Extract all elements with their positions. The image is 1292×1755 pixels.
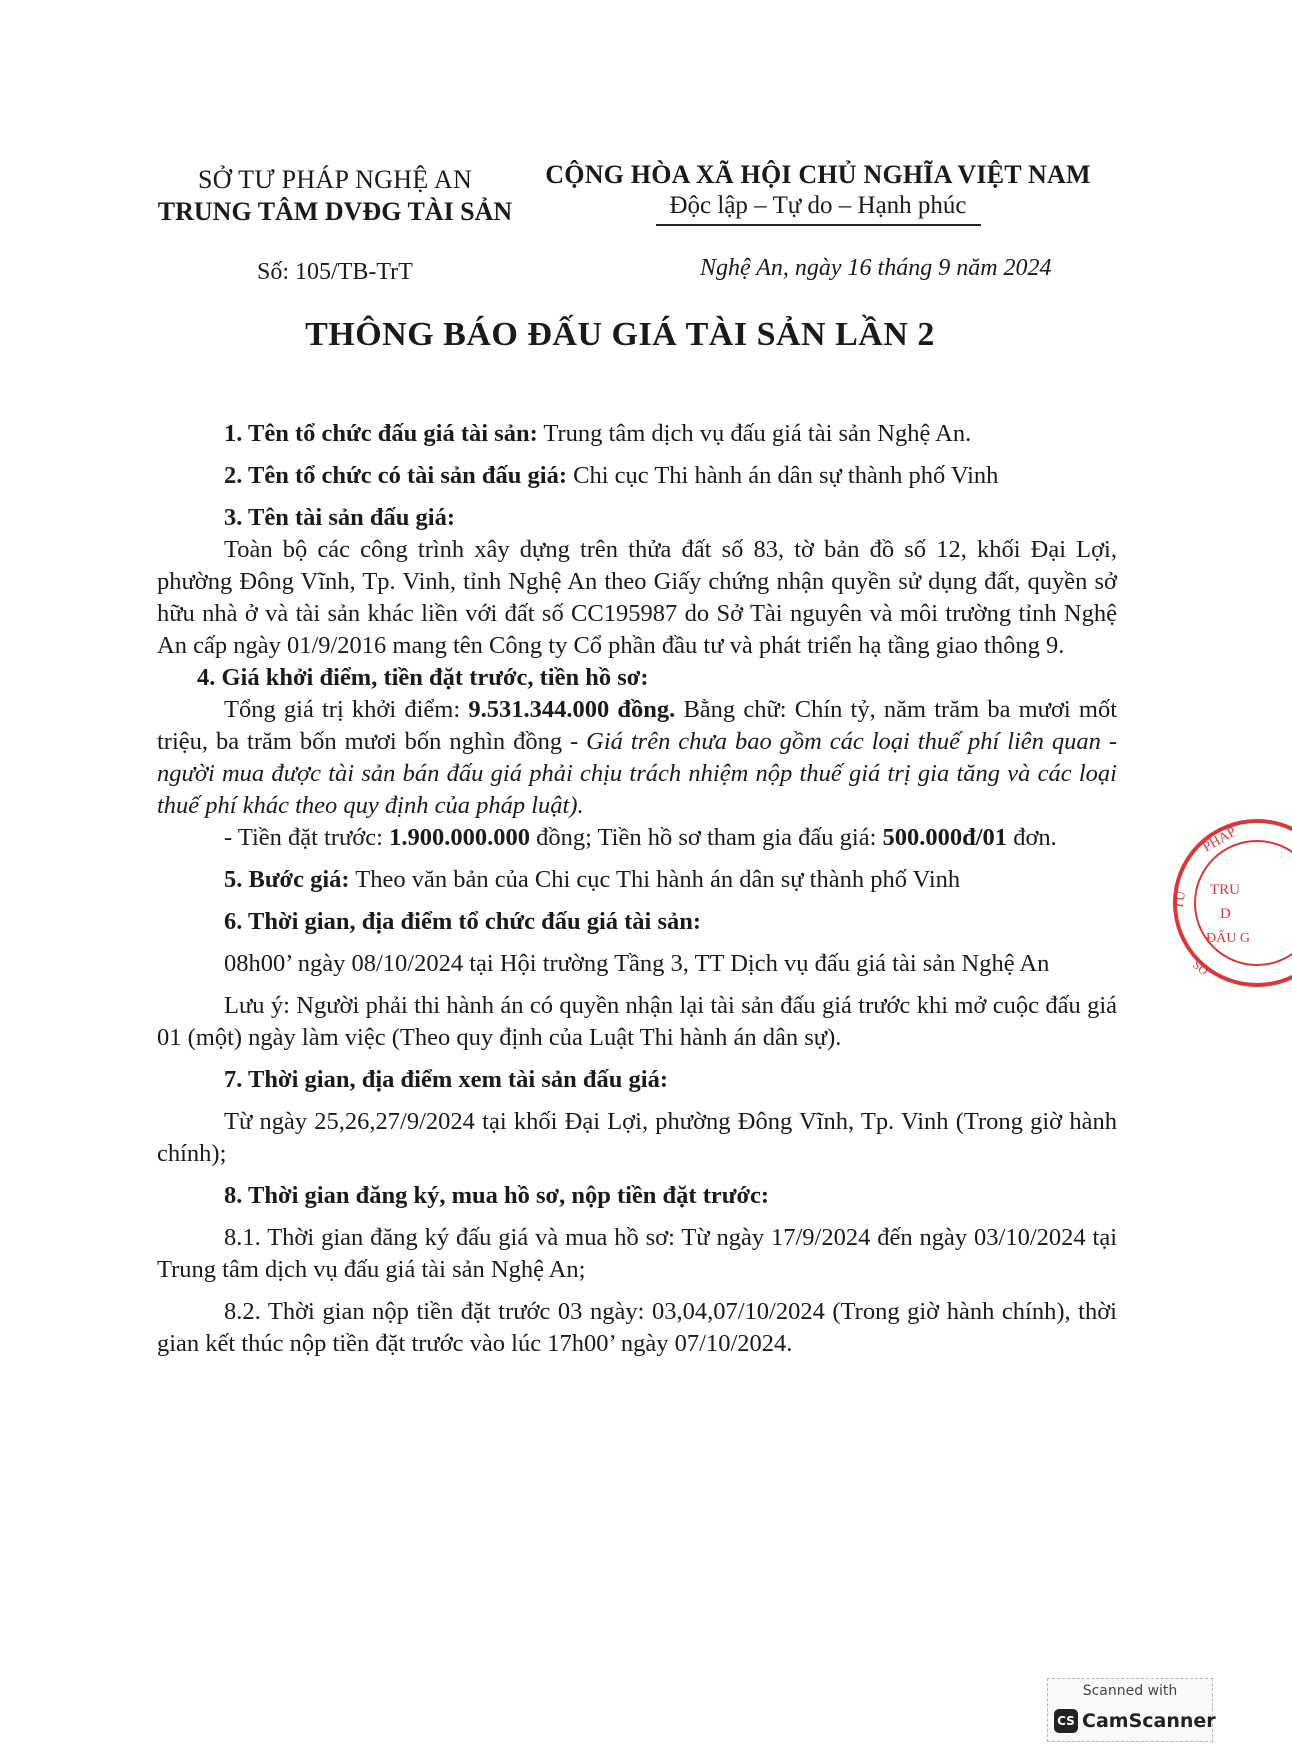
issuing-organization bbox=[150, 165, 520, 227]
section-5-label: 5. Bước giá: bbox=[224, 866, 350, 893]
tax-note: Giá trên chưa bao gồm các loại thuế phí liên quan - người mua được tài sản bán đấu giá phải chịu trách nhiệm nộp thuế giá trị gia tăng và các loại thuế phí khác theo quy định của pháp luật). bbox=[157, 728, 1117, 819]
section-2-label: 2. Tên tổ chức có tài sản đấu giá: bbox=[224, 462, 567, 489]
section-4-heading bbox=[157, 662, 1117, 694]
section-7-heading bbox=[157, 1064, 1117, 1096]
section-6-heading bbox=[157, 906, 1117, 938]
section-4-paragraph-2 bbox=[157, 822, 1117, 854]
stamp-text-bottom: SỞ bbox=[1190, 957, 1211, 979]
section-6-label: 6. Thời gian, địa điểm tổ chức đấu giá tài sản: bbox=[224, 908, 702, 935]
dossier-fee-unit: đơn. bbox=[1007, 824, 1057, 851]
document-body bbox=[157, 418, 1117, 1360]
section-1 bbox=[157, 418, 1117, 450]
partial-red-stamp bbox=[1162, 818, 1292, 988]
motto-underline bbox=[656, 224, 981, 226]
document-number: Số: 105/TB-TrT bbox=[257, 259, 413, 285]
section-6-note: Lưu ý: Người phải thi hành án có quyền nhận lại tài sản đấu giá trước khi mở cuộc đấu giá 01 (một) ngày làm việc (Theo quy định của Luật Thi hành án dân sự). bbox=[157, 992, 1117, 1051]
section-1-text: Trung tâm dịch vụ đấu giá tài sản Nghệ An. bbox=[537, 420, 972, 447]
watermark-line-2: CamScanner bbox=[1082, 1710, 1216, 1732]
section-4-label: 4. Giá khởi điểm, tiền đặt trước, tiền hồ sơ: bbox=[197, 664, 649, 691]
dossier-fee-value: 500.000đ/01 bbox=[882, 824, 1008, 851]
start-price-label: Tổng giá trị khởi điểm: bbox=[224, 696, 469, 723]
section-5-text: Theo văn bản của Chi cục Thi hành án dân sự thành phố Vinh bbox=[349, 866, 961, 893]
section-3-label: 3. Tên tài sản đấu giá: bbox=[224, 504, 455, 531]
stamp-text-mid3: ĐẤU G bbox=[1206, 931, 1250, 946]
section-3-heading bbox=[157, 502, 1117, 534]
watermark-line-1: Scanned with bbox=[1082, 1683, 1178, 1699]
section-8-1: 8.1. Thời gian đăng ký đấu giá và mua hồ sơ: Từ ngày 17/9/2024 đến ngày 03/10/2024 tại Trung tâm dịch vụ đấu giá tài sản Nghệ An; bbox=[157, 1224, 1117, 1283]
start-price-value: 9.531.344.000 đồng. bbox=[468, 696, 676, 723]
section-8-label: 8. Thời gian đăng ký, mua hồ sơ, nộp tiền đặt trước: bbox=[224, 1182, 770, 1209]
deposit-value: 1.900.000.000 bbox=[389, 824, 530, 851]
nation-title: CỘNG HÒA XÃ HỘI CHỦ NGHĨA VIỆT NAM bbox=[545, 160, 1091, 189]
nation-motto: Độc lập – Tự do – Hạnh phúc bbox=[669, 192, 967, 219]
section-8-2: 8.2. Thời gian nộp tiền đặt trước 03 ngày: 03,04,07/10/2024 (Trong giờ hành chính), thời gian kết thúc nộp tiền đặt trước vào lúc 17h00’ ngày 07/10/2024. bbox=[157, 1298, 1117, 1357]
section-1-label: 1. Tên tổ chức đấu giá tài sản: bbox=[224, 420, 538, 447]
section-7-text: Từ ngày 25,26,27/9/2024 tại khối Đại Lợi, phường Đông Vĩnh, Tp. Vinh (Trong giờ hành chính); bbox=[157, 1108, 1117, 1167]
section-5 bbox=[157, 864, 1117, 896]
national-header bbox=[528, 160, 1108, 226]
stamp-text-left: TƯ bbox=[1171, 888, 1190, 911]
deposit-label: - Tiền đặt trước: bbox=[224, 824, 390, 851]
start-price-words: Bằng chữ: Chín tỷ, năm trăm ba mươi mốt triệu, ba trăm bốn mươi bốn nghìn đồng - bbox=[157, 696, 1117, 755]
section-4-paragraph-1 bbox=[157, 694, 1117, 822]
stamp-text-top: PHÁP bbox=[1200, 824, 1240, 856]
place-date: Nghệ An, ngày 16 tháng 9 năm 2024 bbox=[700, 255, 1052, 281]
stamp-text-mid1: TRU bbox=[1210, 882, 1240, 898]
section-2 bbox=[157, 460, 1117, 492]
org-line-2: TRUNG TÂM DVĐG TÀI SẢN bbox=[157, 197, 513, 226]
section-2-text: Chi cục Thi hành án dân sự thành phố Vinh bbox=[566, 462, 999, 489]
camscanner-watermark bbox=[1047, 1678, 1216, 1742]
stamp-text-mid2: D bbox=[1220, 906, 1231, 922]
document-title: THÔNG BÁO ĐẤU GIÁ TÀI SẢN LẦN 2 bbox=[305, 316, 935, 353]
section-3-text: Toàn bộ các công trình xây dựng trên thửa đất số 83, tờ bản đồ số 12, khối Đại Lợi, phường Đông Vĩnh, Tp. Vinh, tỉnh Nghệ An theo Giấy chứng nhận quyền sử dụng đất, quyền sở hữu nhà ở và tài sản khác liền với đất số CC195987 do Sở Tài nguyên và môi trường tỉnh Nghệ An cấp ngày 01/9/2016 mang tên Công ty Cổ phần đầu tư và phát triển hạ tầng giao thông 9. bbox=[157, 536, 1117, 659]
section-6-time-place: 08h00’ ngày 08/10/2024 tại Hội trường Tầng 3, TT Dịch vụ đấu giá tài sản Nghệ An bbox=[224, 950, 1050, 977]
section-7-label: 7. Thời gian, địa điểm xem tài sản đấu giá: bbox=[224, 1066, 668, 1093]
org-line-1: SỞ TƯ PHÁP NGHỆ AN bbox=[197, 165, 473, 194]
section-8-heading bbox=[157, 1180, 1117, 1212]
dossier-fee-label: đồng; Tiền hồ sơ tham gia đấu giá: bbox=[529, 824, 883, 851]
camscanner-logo-icon: CS bbox=[1054, 1709, 1078, 1733]
